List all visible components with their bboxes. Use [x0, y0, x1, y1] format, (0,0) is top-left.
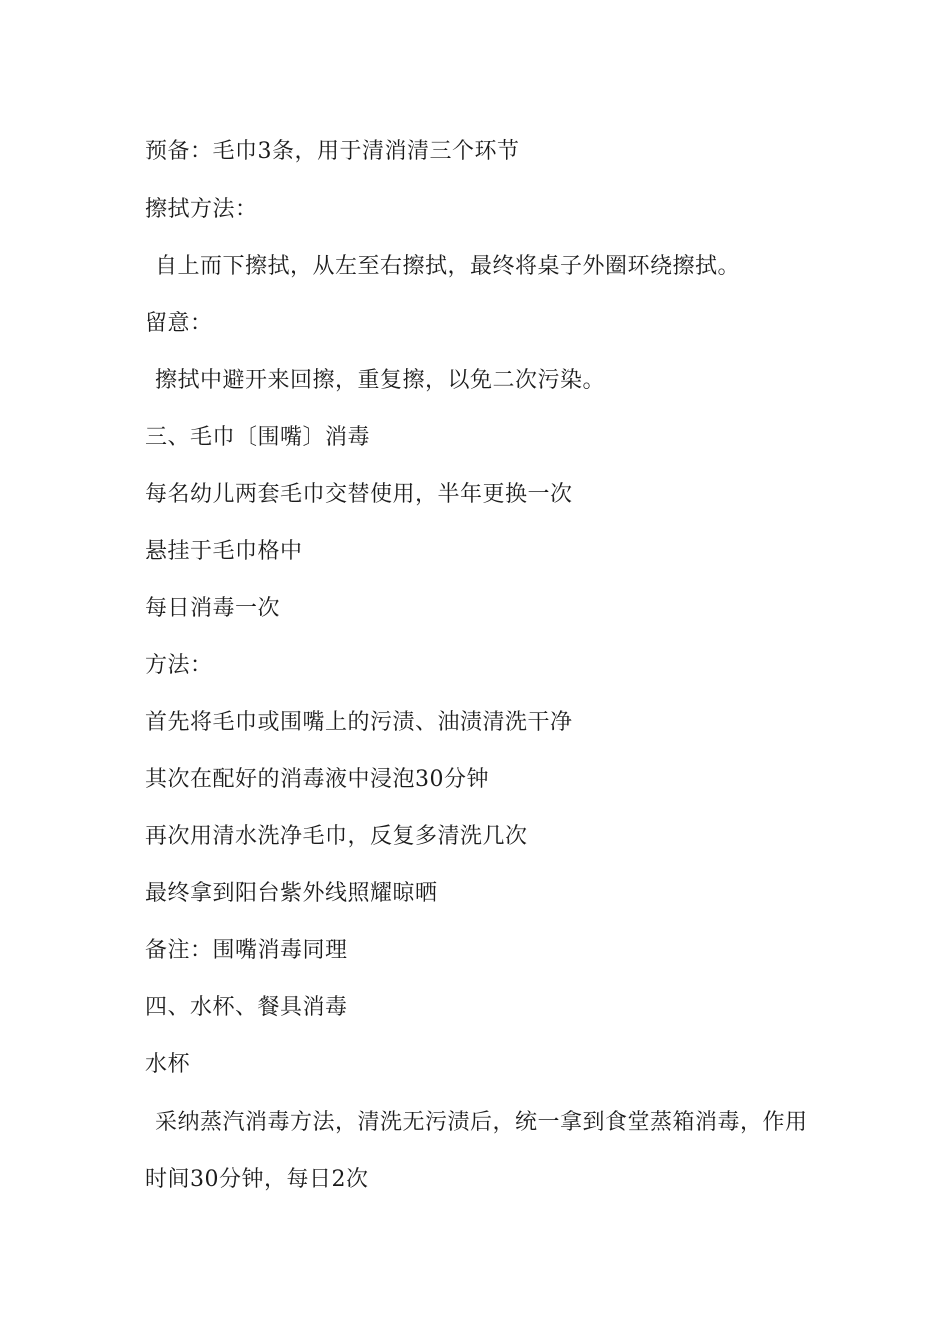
- text-line-remark: 备注：围嘴消毒同理: [145, 938, 348, 963]
- text-line-daily-disinfection: 每日消毒一次: [145, 596, 281, 621]
- text-line-towel-hanging: 悬挂于毛巾格中: [145, 539, 303, 564]
- text-line-step-third: 再次用清水洗净毛巾，反复多清洗几次: [145, 824, 528, 849]
- text-line-attention-heading: 留意：: [145, 311, 213, 336]
- section-heading-towel: 三、毛巾〔围嘴〕消毒: [145, 425, 371, 450]
- text-line-step-final: 最终拿到阳台紫外线照耀晾晒: [145, 881, 438, 906]
- text-line-method-heading: 方法：: [145, 653, 213, 678]
- text-line-step-first: 首先将毛巾或围嘴上的污渍、油渍清洗干净: [145, 710, 573, 735]
- text-line-steam-method: 采纳蒸汽消毒方法，清洗无污渍后，统一拿到食堂蒸箱消毒，作用: [155, 1110, 808, 1135]
- text-line-wiping-method-heading: 擦拭方法：: [145, 197, 258, 222]
- text-line-attention: 擦拭中避开来回擦，重复擦，以免二次污染。: [155, 368, 606, 393]
- text-line-step-second: 其次在配好的消毒液中浸泡30分钟: [145, 767, 489, 792]
- text-line-wiping-method: 自上而下擦拭，从左至右擦拭，最终将桌子外圈环绕擦拭。: [155, 254, 741, 279]
- text-line-towel-usage: 每名幼儿两套毛巾交替使用，半年更换一次: [145, 482, 573, 507]
- text-line-steam-duration: 时间30分钟，每日2次: [145, 1167, 369, 1192]
- section-heading-cups-tableware: 四、水杯、餐具消毒: [145, 995, 348, 1020]
- subheading-cups: 水杯: [145, 1052, 191, 1077]
- text-line-preparation: 预备：毛巾3条，用于清消清三个环节: [145, 139, 520, 164]
